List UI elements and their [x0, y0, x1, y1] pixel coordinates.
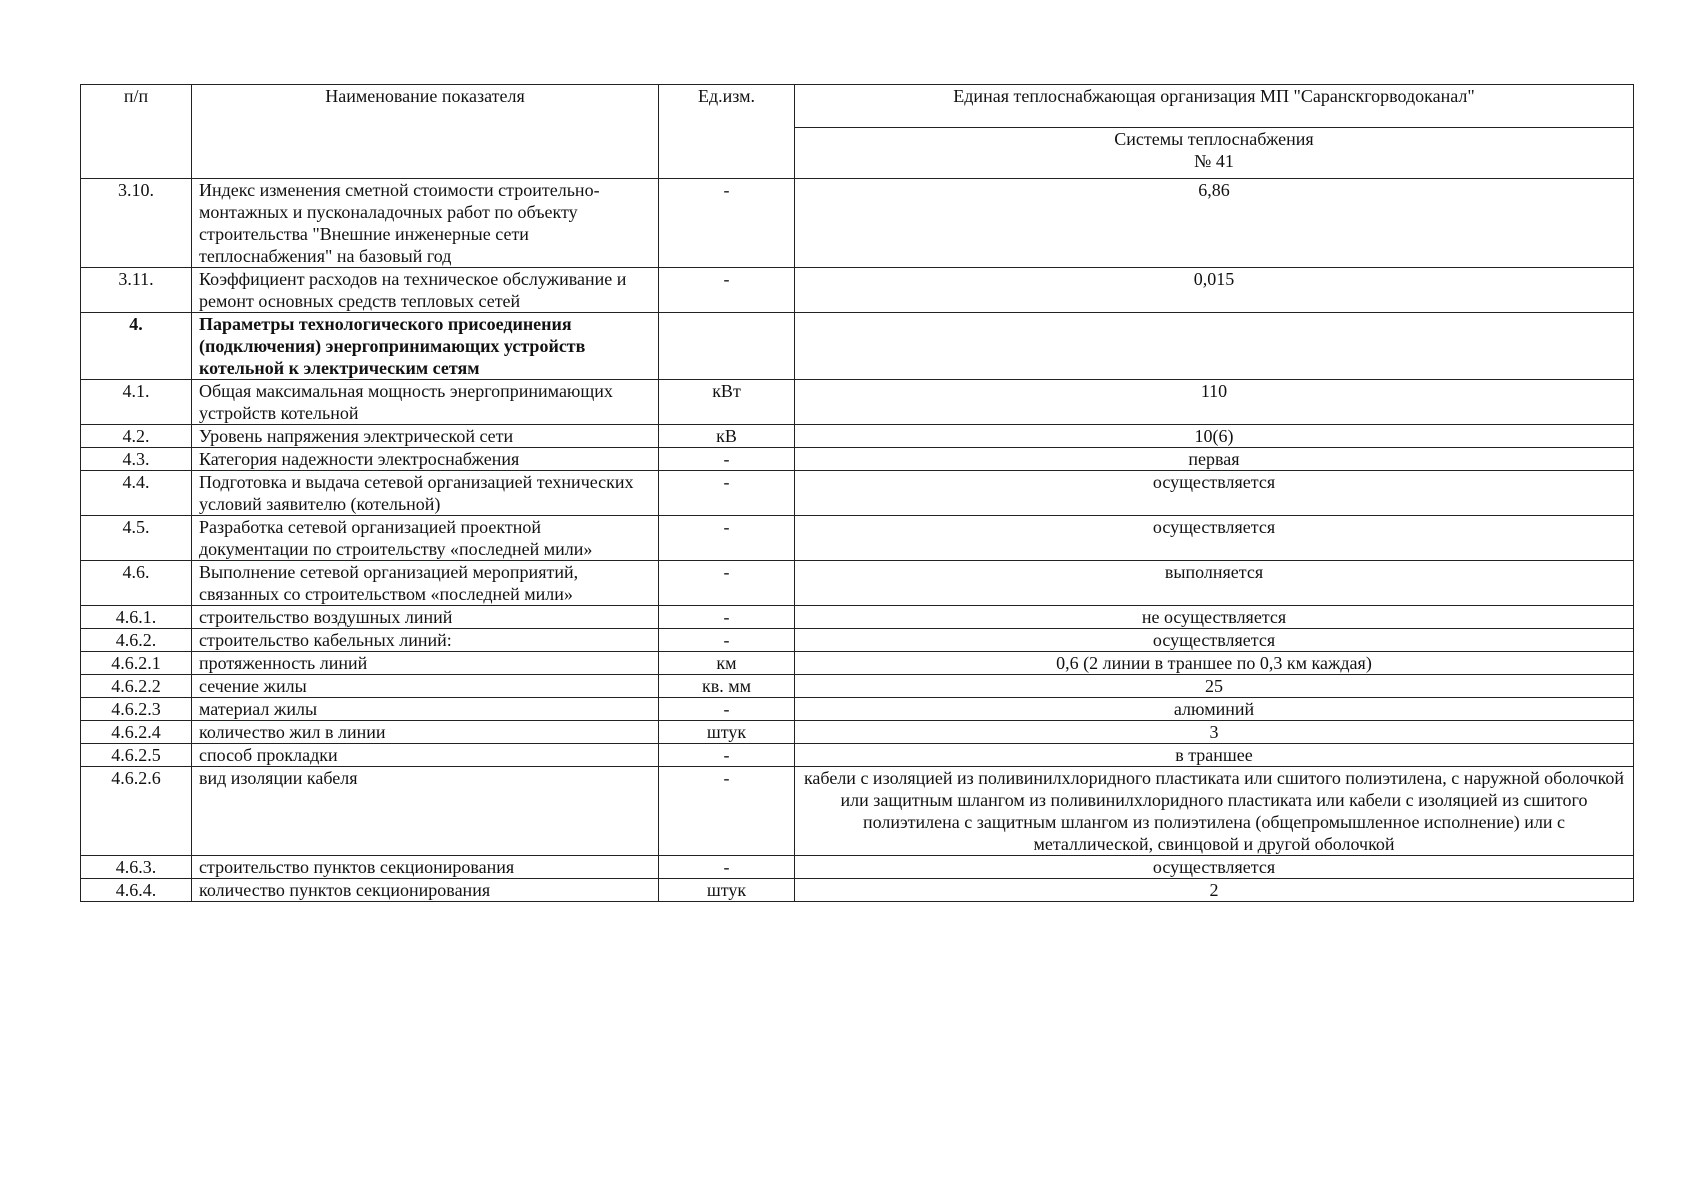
row-unit: штук: [659, 721, 795, 744]
row-unit: -: [659, 179, 795, 268]
row-value: 25: [795, 675, 1634, 698]
row-number: 4.1.: [81, 380, 192, 425]
row-number: 3.10.: [81, 179, 192, 268]
row-name: Уровень напряжения электрической сети: [192, 425, 659, 448]
row-value: 0,6 (2 линии в траншее по 0,3 км каждая): [795, 652, 1634, 675]
table-row: [81, 516, 1634, 561]
row-name: Коэффициент расходов на техническое обслуживание и ремонт основных средств тепловых сетей: [192, 268, 659, 313]
row-unit: -: [659, 744, 795, 767]
row-name: протяженность линий: [192, 652, 659, 675]
column-header-name: Наименование показателя: [192, 85, 659, 179]
row-unit: -: [659, 606, 795, 629]
table-row: [81, 675, 1634, 698]
table-row: [81, 179, 1634, 268]
table-row: [81, 879, 1634, 902]
row-name: вид изоляции кабеля: [192, 767, 659, 856]
column-header-unit: Ед.изм.: [659, 85, 795, 179]
row-value: осуществляется: [795, 629, 1634, 652]
row-name: Подготовка и выдача сетевой организацией технических условий заявителю (котельной): [192, 471, 659, 516]
row-unit: штук: [659, 879, 795, 902]
row-unit: [659, 313, 795, 380]
row-number: 4.6.2.4: [81, 721, 192, 744]
table-row: [81, 698, 1634, 721]
row-unit: -: [659, 516, 795, 561]
row-value: не осуществляется: [795, 606, 1634, 629]
parameters-table: [80, 84, 1634, 902]
row-unit: -: [659, 856, 795, 879]
row-number: 4.6.2.3: [81, 698, 192, 721]
row-name: материал жилы: [192, 698, 659, 721]
row-name: Общая максимальная мощность энергопринимающих устройств котельной: [192, 380, 659, 425]
row-name: строительство пунктов секционирования: [192, 856, 659, 879]
row-value: осуществляется: [795, 471, 1634, 516]
row-number: 4.6.2.: [81, 629, 192, 652]
row-number: 4.6.2.5: [81, 744, 192, 767]
row-unit: -: [659, 268, 795, 313]
row-number: 4.6.2.1: [81, 652, 192, 675]
row-value: 3: [795, 721, 1634, 744]
row-value: осуществляется: [795, 856, 1634, 879]
systems-label: Системы теплоснабжения: [1114, 129, 1314, 149]
row-value: в траншее: [795, 744, 1634, 767]
column-header-systems: [795, 128, 1634, 179]
row-name: сечение жилы: [192, 675, 659, 698]
row-name: строительство воздушных линий: [192, 606, 659, 629]
row-value: 2: [795, 879, 1634, 902]
table-row: [81, 606, 1634, 629]
row-value: первая: [795, 448, 1634, 471]
row-name: количество жил в линии: [192, 721, 659, 744]
table-row: [81, 744, 1634, 767]
column-header-number: п/п: [81, 85, 192, 179]
row-number: 4.6.1.: [81, 606, 192, 629]
row-name: количество пунктов секционирования: [192, 879, 659, 902]
row-name: Параметры технологического присоединения (подключения) энергопринимающих устройств котельной к электрическим сетям: [192, 313, 659, 380]
row-number: 4.6.2.2: [81, 675, 192, 698]
row-value: [795, 313, 1634, 380]
row-unit: -: [659, 448, 795, 471]
systems-number: № 41: [1194, 151, 1234, 171]
table-row: [81, 721, 1634, 744]
row-unit: -: [659, 471, 795, 516]
row-name: Выполнение сетевой организацией мероприятий, связанных со строительством «последней мили»: [192, 561, 659, 606]
table-row: [81, 380, 1634, 425]
row-unit: -: [659, 629, 795, 652]
row-unit: кВт: [659, 380, 795, 425]
row-number: 4.6.2.6: [81, 767, 192, 856]
row-unit: км: [659, 652, 795, 675]
column-header-organization: Единая теплоснабжающая организация МП "Саранскгорводоканал": [795, 85, 1634, 128]
row-number: 3.11.: [81, 268, 192, 313]
row-name: Разработка сетевой организацией проектной документации по строительству «последней мили»: [192, 516, 659, 561]
row-unit: кВ: [659, 425, 795, 448]
table-row: [81, 561, 1634, 606]
table-row: [81, 448, 1634, 471]
row-value: выполняется: [795, 561, 1634, 606]
row-number: 4.4.: [81, 471, 192, 516]
table-row: [81, 767, 1634, 856]
row-value: 0,015: [795, 268, 1634, 313]
row-name: строительство кабельных линий:: [192, 629, 659, 652]
row-number: 4.2.: [81, 425, 192, 448]
table-row: [81, 471, 1634, 516]
row-name: способ прокладки: [192, 744, 659, 767]
row-number: 4.6.4.: [81, 879, 192, 902]
row-number: 4.5.: [81, 516, 192, 561]
row-value: 10(6): [795, 425, 1634, 448]
table-row: [81, 652, 1634, 675]
table-row: [81, 629, 1634, 652]
row-value: алюминий: [795, 698, 1634, 721]
row-value: 110: [795, 380, 1634, 425]
row-value: осуществляется: [795, 516, 1634, 561]
row-name: Индекс изменения сметной стоимости строительно-монтажных и пусконаладочных работ по объекту строительства "Внешние инженерные сети теплоснабжения" на базовый год: [192, 179, 659, 268]
table-row: [81, 856, 1634, 879]
row-number: 4.: [81, 313, 192, 380]
row-number: 4.3.: [81, 448, 192, 471]
row-name: Категория надежности электроснабжения: [192, 448, 659, 471]
header-row: [81, 85, 1634, 128]
table-row: [81, 425, 1634, 448]
section-row: [81, 313, 1634, 380]
row-number: 4.6.: [81, 561, 192, 606]
row-unit: -: [659, 698, 795, 721]
row-unit: кв. мм: [659, 675, 795, 698]
row-value: 6,86: [795, 179, 1634, 268]
table-row: [81, 268, 1634, 313]
row-number: 4.6.3.: [81, 856, 192, 879]
row-unit: -: [659, 767, 795, 856]
row-unit: -: [659, 561, 795, 606]
row-value: кабели с изоляцией из поливинилхлоридного пластиката или сшитого полиэтилена, с наружной оболочкой или защитным шлангом из поливинилхлоридного пластиката или кабели с изоляцией из сшитого полиэтилена с защитным шлангом из полиэтилена (общепромышленное исполнение) или с металлической, свинцовой и другой оболочкой: [795, 767, 1634, 856]
